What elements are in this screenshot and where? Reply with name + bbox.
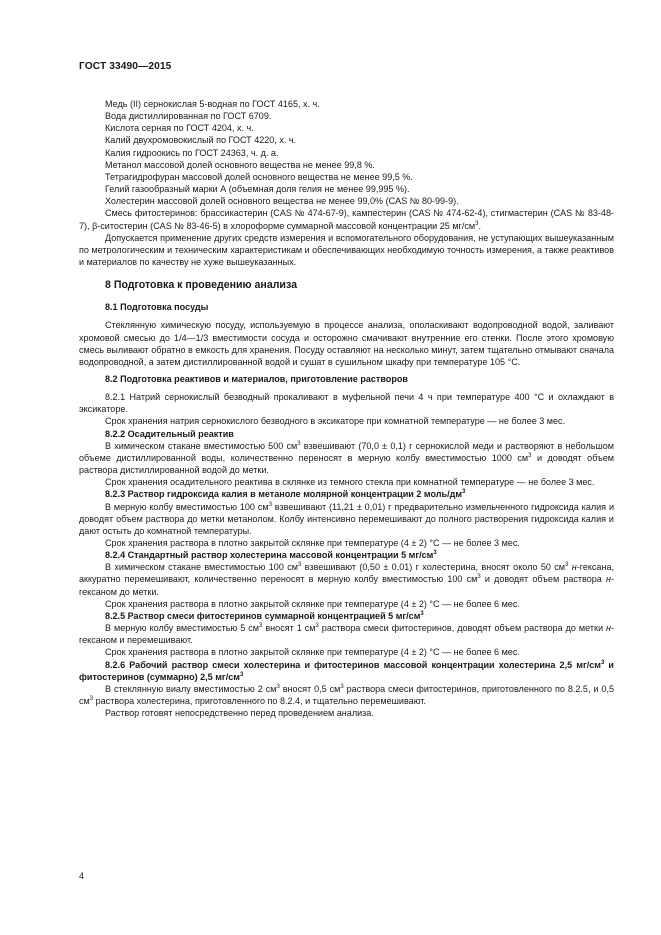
standard-code-header: ГОСТ 33490—2015 [79, 61, 172, 72]
clause-8-2-3-heading: 8.2.3 Раствор гидроксида калия в метаноле молярной концентрации 2 моль/$дм^3$ [105, 489, 466, 500]
clause-8-2-3-text: В мерную колбу вместимостью 100 $см^3$ взвешивают (11,21 ± 0,01) г предварительно измельченного гидроксида калия и доводят объем раствора до метки метанолом. Колбу интенсивно перемешивают до полного растворения гидроксида калия и дают остыть до комнатной температуры. [79, 501, 615, 536]
material-item: Тетрагидрофуран массовой долей основного вещества не менее 99,5 %. [105, 171, 413, 182]
material-item: Холестерин массовой долей основного вещества не менее 99,0% (CAS № 80-99-9). [105, 196, 459, 207]
clause-8-2-2-text: В химическом стакане вместимостью 500 $см^3$ взвешивают (70,0 ± 0,1) г сернокислой меди и растворяют в небольшом объеме дистиллированной воды, количественно переносят в мерную колбу вместимостью 1000 $см^3$ и доводят объем раствора дистиллированной водой до метки. [79, 440, 614, 476]
clause-8-2-2-storage: Срок хранения осадительного реактива в склянке из темного стекла при комнатной температуре — не более 3 мес. [105, 477, 595, 488]
clause-8-2-3-storage: Срок хранения раствора в плотно закрытой склянке при температуре (4 ± 2) °С — не более 3 мес. [105, 538, 520, 548]
clause-8-2-4-heading: 8.2.4 Стандартный раствор холестерина массовой концентрации 5 $мг/см^3$ [105, 550, 437, 561]
section-8-heading: 8 Подготовка к проведению анализа [105, 279, 297, 292]
clause-8-2-6-final: Раствор готовят непосредственно перед проведением анализа. [105, 708, 374, 719]
clause-8-2-1-storage: Срок хранения натрия сернокислого безводного в эксикаторе при комнатной температуре — не более 3 мес. [105, 416, 566, 427]
material-item: Калий двухромовокислый по ГОСТ 4220, х. ч. [105, 135, 297, 146]
clause-8-2-4-storage: Срок хранения раствора в плотно закрытой склянке при температуре (4 ± 2) °С — не более 6 мес. [105, 598, 520, 609]
clause-8-2-5-storage: Срок хранения раствора в плотно закрытой склянке при температуре (4 ± 2) °С — не более 6 мес. [105, 647, 520, 658]
material-item: Медь (II) сернокислая 5-водная по ГОСТ 4165, х. ч. [105, 99, 320, 109]
clause-8-2-6-text: В стеклянную виалу вместимостью 2 $см^3$ вносят 0,5 $см^3$ раствора смеси фитостеринов, приготовленного по 8.2.5, и 0,5 $см^3$ раствора холестерина, приготовленного по 8.2.4, и тщательно перемешивают. [79, 683, 614, 707]
material-item: Вода дистиллированная по ГОСТ 6709. [105, 111, 272, 122]
phytosterol-mix-paragraph: Смесь фитостеринов: брассикастерин (CAS № 474-67-9), кампестерин (CAS № 474-62-4), стигмастерин (CAS № 83-48-7), β-ситостерин (CAS № 83-46-5) в хлороформе суммарной массовой концентрации 25 $мг/см^3$. [79, 208, 614, 231]
material-item: Калия гидроокись по ГОСТ 24363, ч. д. а. [105, 147, 279, 158]
material-item: Метанол массовой долей основного вещества не менее 99,8 %. [105, 159, 375, 170]
subsection-8-1-text: Стеклянную химическую посуду, используемую в процессе анализа, ополаскивают водопроводной водой, заливают хромовой смесью до 1/4—1/3 вместимости сосуда и осторожно смачивают внутренние его стенки. После этого хромовую смесь выливают обратно в емкость для хранения. Посуду оставляют на несколько минут, затем тщательно отмывают сначала водопроводной, а затем дистиллированной водой и сушат в сушильном шкафу при температуре 105 °С. [79, 320, 614, 367]
clause-8-2-6-heading: 8.2.6 Рабочий раствор смеси холестерина и фитостеринов массовой концентрации холестерина 2,5 $мг/см^3$ и фитостеринов (суммарно) 2,5 $мг/см^3$ [79, 659, 614, 682]
allowance-paragraph: Допускается применение других средств измерения и вспомогательного оборудования, не уступающих вышеуказанным по метрологическим и техническим характеристикам и обеспечивающих необходимую точность измерения, а также реактивов и материалов по качеству не хуже вышеуказанных. [79, 232, 615, 268]
subsection-8-2-heading: 8.2 Подготовка реактивов и материалов, приготовление растворов [105, 373, 408, 384]
page-number: 4 [79, 871, 85, 881]
material-item: Кислота серная по ГОСТ 4204, х. ч. [105, 123, 254, 134]
clause-8-2-5-heading: 8.2.5 Раствор смеси фитостеринов суммарной концентрацией 5 $мг/см^3$ [105, 610, 424, 621]
clause-8-2-2-heading: 8.2.2 Осадительный реактив [105, 428, 234, 439]
clause-8-2-1-text: 8.2.1 Натрий сернокислый безводный прокаливают в муфельной печи 4 ч при температуре 400 °С и охлаждают в эксикаторе. [79, 392, 614, 415]
material-item: Гелий газообразный марки А (объемная доля гелия не менее 99,995 %). [105, 184, 410, 195]
subsection-8-1-heading: 8.1 Подготовка посуды [105, 302, 209, 313]
clause-8-2-5-text: В мерную колбу вместимостью 5 $см^3$ вносят 1 $см^3$ раствора смеси фитостеринов, доводят объем раствора до метки н-гексаном и перемешивают. [79, 623, 614, 646]
clause-8-2-4-text: В химическом стакане вместимостью 100 $см^3$ взвешивают (0,50 ± 0,01) г холестерина, вносят около 50 $см^3$ н-гексана, аккуратно перемешивают, количественно переносят в мерную колбу вместимостью 100 $см^3$ и доводят объем раствора н-гексаном до метки. [79, 562, 615, 597]
document-body [79, 98, 614, 719]
